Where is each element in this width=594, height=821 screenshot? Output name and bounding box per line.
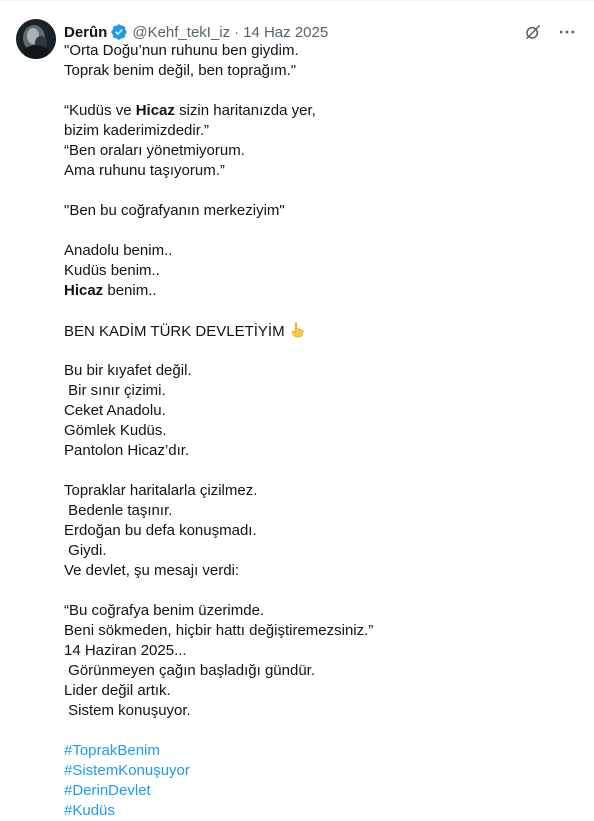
author-handle[interactable]: @Kehf_tekI_iz xyxy=(132,23,231,41)
separator-dot: · xyxy=(234,23,240,41)
text-line: Erdoğan bu defa konuşmadı. xyxy=(64,522,257,539)
text-line: Bu bir kıyafet değil. xyxy=(64,362,192,379)
text-line xyxy=(64,281,574,301)
text-line: Görünmeyen çağın başladığı gündür. xyxy=(64,662,316,679)
text-line: Ve devlet, şu mesajı verdi: xyxy=(64,562,240,579)
hashtag-link[interactable]: #ToprakBenim xyxy=(64,742,160,759)
text-line: “Bu coğrafya benim üzerimde. xyxy=(64,602,265,619)
text-line: Ama ruhunu taşıyorum.” xyxy=(64,162,225,179)
text-line: Bir sınır çizimi. xyxy=(64,382,166,399)
text-line: Bedenle taşınır. xyxy=(64,502,173,519)
text-line: 14 Haziran 2025... xyxy=(64,642,187,659)
pointing-down-emoji xyxy=(289,321,306,344)
text-line xyxy=(64,101,574,121)
verified-badge-icon xyxy=(110,23,128,41)
text-line: Lider değil artık. xyxy=(64,682,171,699)
hashtag-link[interactable]: #Kudüs xyxy=(64,802,115,819)
tweet-text xyxy=(64,41,574,821)
avatar-image xyxy=(16,19,56,59)
text-line: Ceket Anadolu. xyxy=(64,402,166,419)
bold-text: Hicaz xyxy=(135,102,175,119)
text-line: Anadolu benim.. xyxy=(64,242,173,259)
bold-text: Hicaz xyxy=(64,282,104,299)
text-line: Toprak benim değil, ben toprağım." xyxy=(64,62,297,79)
text-line: Sistem konuşuyor. xyxy=(64,702,191,719)
text-line: Beni sökmeden, hiçbir hattı değiştiremezsiniz.” xyxy=(64,622,374,639)
avatar[interactable] xyxy=(16,19,56,59)
text-segment: BEN KADİM TÜRK DEVLETİYİM xyxy=(64,323,285,340)
text-line: Gömlek Kudüs. xyxy=(64,422,167,439)
text-line: Giydi. xyxy=(64,542,107,559)
text-segment: sizin haritanızda yer, xyxy=(174,102,316,119)
text-line: “Ben oraları yönetmiyorum. xyxy=(64,142,245,159)
hashtag-link[interactable]: #DerinDevlet xyxy=(64,782,151,799)
tweet-header xyxy=(64,21,328,43)
hashtag-link[interactable]: #SistemKonuşuyor xyxy=(64,762,190,779)
text-line: "Orta Doğu’nun ruhunu ben giydim. xyxy=(64,42,299,59)
text-line: Kudüs benim.. xyxy=(64,262,160,279)
text-line: "Ben bu coğrafyanın merkeziyim" xyxy=(64,202,285,219)
text-segment: benim.. xyxy=(103,282,157,299)
text-line: Topraklar haritalarla çizilmez. xyxy=(64,482,258,499)
text-segment: “Kudüs ve xyxy=(64,102,136,119)
post-date[interactable]: 14 Haz 2025 xyxy=(243,23,329,41)
text-line: Pantolon Hicaz’dır. xyxy=(64,442,190,459)
author-name[interactable]: Derûn xyxy=(64,23,108,41)
text-line xyxy=(64,321,574,341)
text-line: bizim kaderimizdedir.” xyxy=(64,122,210,139)
